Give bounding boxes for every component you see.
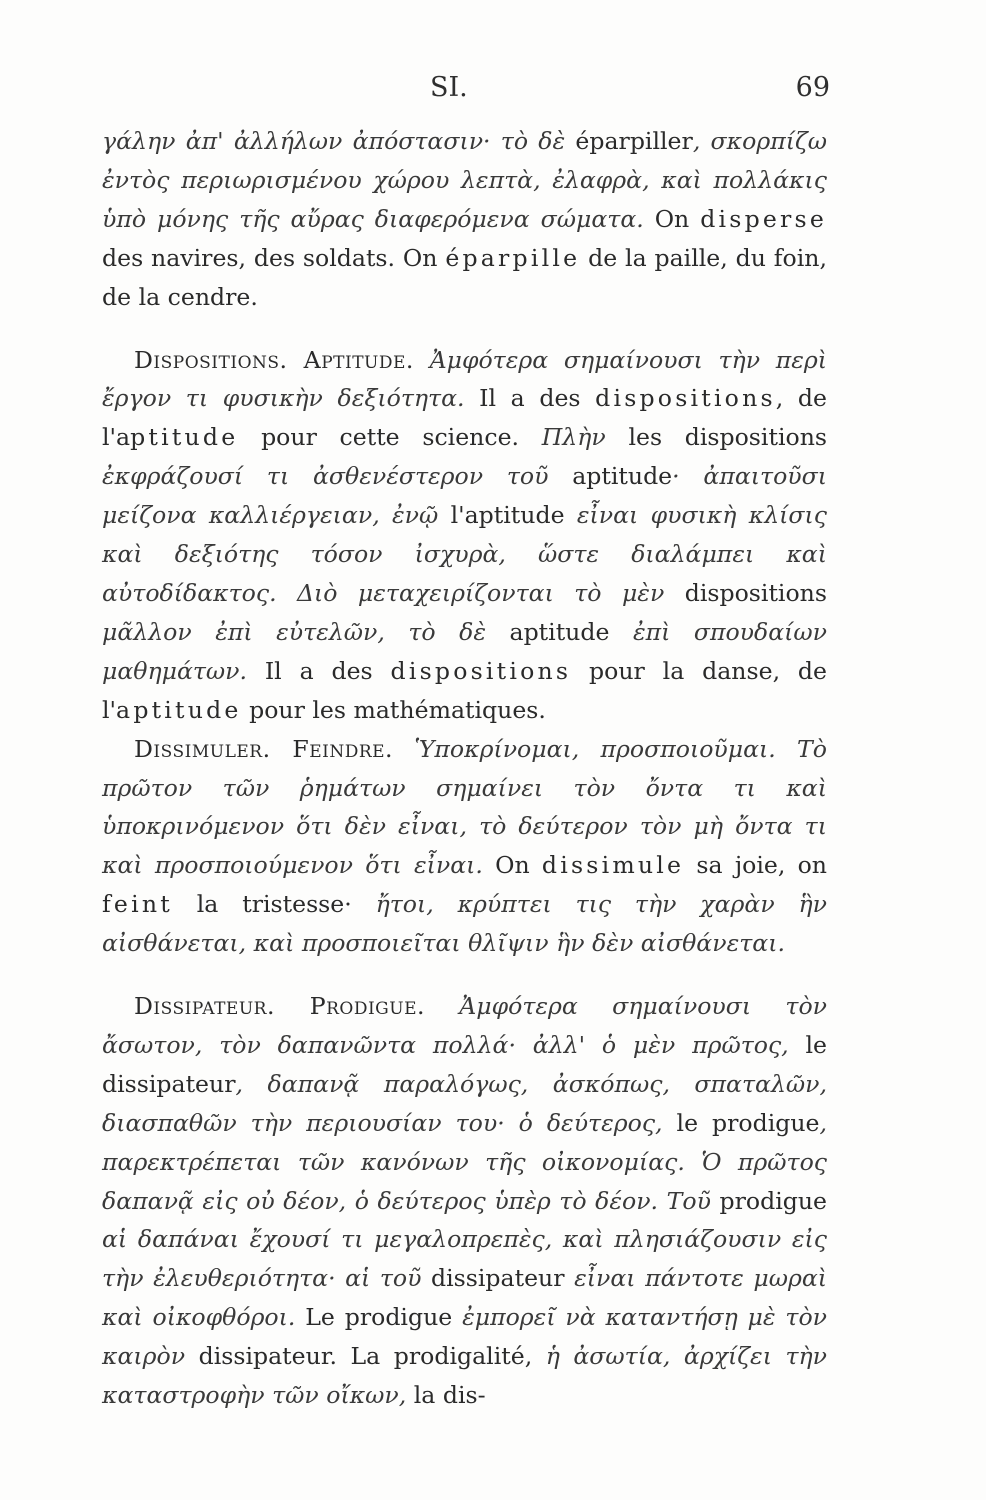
text-segment: · ἀπαιτοῦσι μείζονα καλλιέργειαν, ἐνῷ <box>102 462 827 530</box>
page-header <box>100 72 830 112</box>
text-segment: disperse <box>700 204 827 233</box>
text-segment: dissimule <box>541 851 685 880</box>
text-segment: εἶναι πάντοτε μωραὶ καὶ οἰκοφθόροι. <box>102 1264 828 1332</box>
text-segment: Il a des <box>479 384 596 413</box>
text-segment: pour la danse, de l' <box>102 656 827 724</box>
text-segment: le prodigue <box>676 1108 820 1137</box>
text-segment: , σκορπίζω ἐντὸς περιωρισμένου χώρου λεπτὰ, ἐλαφρὰ, καὶ πολλάκις ὑπὸ μόνης τῆς αὔρας διαφερόμενα σώματα. <box>102 127 827 233</box>
text-segment: aptitude <box>572 462 673 491</box>
text-segment: , παρεκτρέπεται τῶν κανόνων τῆς οἰκονομίας. Ὁ πρῶτος δαπανᾷ εἰς οὐ δέον, ὁ δεύτερος ὑπὲρ τὸ δέον. Τοῦ <box>102 1108 828 1215</box>
entry-dissipateur-prodigue <box>102 987 827 1415</box>
page-body <box>102 122 827 1415</box>
text-segment: , de l'a <box>102 384 827 452</box>
text-segment: On <box>654 204 701 233</box>
text-segment: Il a des <box>264 656 391 685</box>
entry-dissimuler-feindre <box>102 730 827 963</box>
text-segment: éparpiller <box>575 127 693 155</box>
text-segment: dissipateur <box>431 1264 575 1293</box>
text-segment: dispositions <box>390 656 572 685</box>
text-segment: ἤτοι, κρύπτει τις τὴν χαρὰν ἣν αἰσθάνεται, καὶ προσποιεῖται θλῖψιν ἣν δὲν αἰσθάνεται. <box>102 890 827 958</box>
text-segment: la tristesse· <box>172 890 376 919</box>
text-segment: la dis- <box>413 1381 486 1410</box>
text-segment: l'aptitude <box>450 501 577 530</box>
text-segment: ἐκφράζουσί τι ἀσθενέστερον τοῦ <box>102 462 573 491</box>
page-number: 69 <box>795 72 830 103</box>
text-segment: dispositions <box>684 578 827 607</box>
text-segment: ἐμπορεῖ νὰ καταντήσῃ μὲ τὸν καιρὸν <box>102 1303 827 1371</box>
text-segment: prodigue <box>719 1186 827 1215</box>
text-segment: Πλὴν <box>541 423 629 452</box>
text-segment: sa joie, on <box>684 851 828 880</box>
text-segment: ἡ ἀσωτία, ἀρχίζει τὴν καταστροφὴν τῶν οἴκων, <box>102 1342 827 1410</box>
signature-mark: ЅΙ. <box>430 72 468 103</box>
paragraph-continuation <box>102 122 827 317</box>
text-segment: Ὑποκρίνομαι, προσποιοῦμαι. Τὸ πρῶτον τῶν ῥημάτων σημαίνει τὸν ὄντα τι καὶ ὑποκρινόμενον ὅτι δὲν εἶναι, τὸ δεύτερον τὸν μὴ ὄντα τι καὶ προσποιούμενον ὅτι εἶναι. <box>102 734 827 880</box>
text-segment: μᾶλλον ἐπὶ εὐτελῶν, τὸ δὲ <box>102 617 510 646</box>
text-segment: Dispositions. Aptitude. <box>134 345 414 374</box>
text-segment: On <box>495 851 542 880</box>
text-segment: aptitude <box>509 617 633 646</box>
text-segment: éparpille <box>445 243 581 272</box>
text-segment: , δαπανᾷ παραλόγως, ἀσκόπως, σπαταλῶν, διασπαθῶν τὴν περιουσίαν του· ὁ δεύτερος, <box>102 1069 827 1137</box>
text-segment: pour les mathématiques. <box>241 695 546 724</box>
text-segment: dispositions <box>595 384 776 413</box>
text-segment: γάλην ἀπ' ἀλλήλων ἀπόστασιν· τὸ δὲ <box>102 127 576 155</box>
text-segment: de la paille, du foin, de la cendre. <box>102 243 827 311</box>
text-segment: ἐπὶ σπουδαίων μαθημάτων. <box>102 617 827 685</box>
text-segment: Le prodigue <box>305 1303 463 1332</box>
text-segment: aptitude <box>116 695 242 724</box>
text-segment: Ἀμφότερα σημαίνουσι τὸν ἄσωτον, τὸν δαπανῶντα πολλά· ἀλλ' ὁ μὲν πρῶτος, <box>102 992 827 1059</box>
text-segment: ptitude <box>130 423 239 452</box>
entry-dispositions-aptitude <box>102 341 827 730</box>
text-segment: le dissipateur <box>102 1030 827 1098</box>
text-segment: dissipateur. La prodigalité, <box>198 1342 546 1371</box>
text-segment: Ἀμφότερα σημαίνουσι τὴν περὶ ἔργον τι φυσικὴν δεξιότητα. <box>102 345 827 413</box>
text-segment: αἱ δαπάναι ἔχουσί τι μεγαλοπρεπὲς, καὶ πλησιάζουσιν εἰς τὴν ἐλευθεριότητα· αἱ τοῦ <box>102 1225 827 1293</box>
text-segment: feint <box>102 890 173 919</box>
text-segment: pour cette science. <box>238 423 542 452</box>
text-segment: εἶναι φυσικὴ κλίσις καὶ δεξιότης τόσον ἰσχυρὰ, ὥστε διαλάμπει καὶ αὐτοδίδακτος. Διὸ μεταχειρίζονται τὸ μὲν <box>102 501 827 607</box>
text-segment: Dissipateur. Prodigue. <box>134 992 425 1021</box>
text-segment: les dispositions <box>628 423 827 452</box>
text-segment: des navires, des soldats. On <box>102 243 446 272</box>
text-segment: Dissimuler. Feindre. <box>134 734 394 763</box>
